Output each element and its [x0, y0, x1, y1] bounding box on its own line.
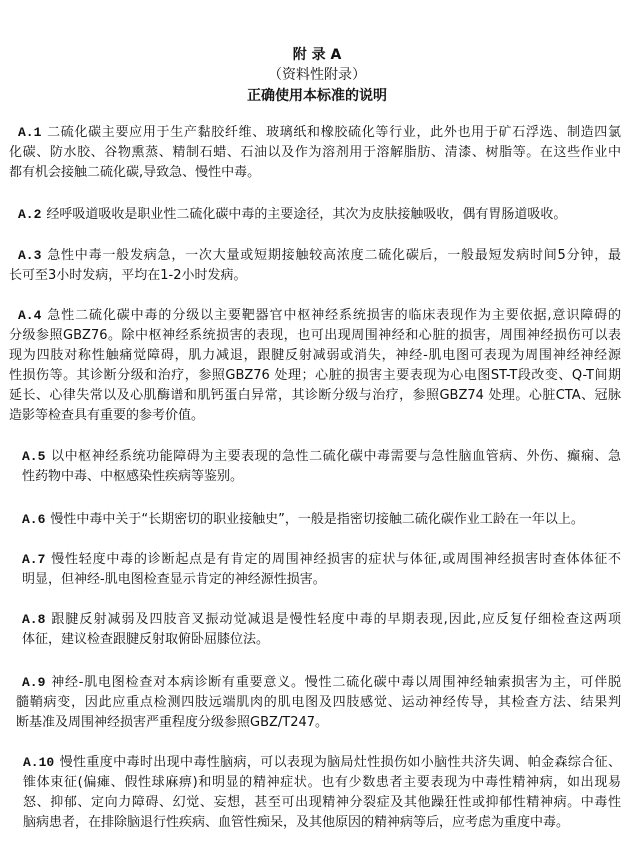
line-text: 慢性重度中毒时出现中毒性脑病，可以表现为脑局灶性损伤如小脑性共济失调、帕金森综合征、 — [59, 755, 621, 770]
paragraph-line — [18, 306, 621, 326]
line-text: 性损伤等。其诊断分级和治疗，参照GBZ76 处理；心脏的损害主要表现为心电图ST-T段改变、Q-T间期 — [9, 368, 621, 383]
appendix-title: 附 录 A — [292, 47, 342, 63]
line-text: 神经-肌电图检查对本病诊断有重要意义。慢性二硫化碳中毒以周围神经轴索损害为主，可伴脱 — [50, 675, 621, 690]
paragraph-a-6 — [22, 510, 621, 530]
paragraph-line — [22, 510, 621, 530]
paragraph-line — [9, 386, 621, 406]
line-text: 体征，建议检查跟腱反射取俯卧屈膝位法。 — [22, 632, 270, 647]
line-text: 现为四肢对称性触痛觉障碍，肌力减退，跟腱反射减弱或消失，神经-肌电图可表现为周围神经神经源 — [9, 348, 621, 363]
paragraph-line — [22, 673, 621, 693]
line-text: 化碳、防水胶、谷物熏蒸、精制石蜡、石油以及作为溶剂用于溶解脂肪、清漆、树脂等。在这些作业中 — [9, 145, 621, 160]
clause-number: A.1 — [18, 125, 42, 140]
line-text: 慢性中毒中关于“长期密切的职业接触史”，一般是指密切接触二硫化碳作业工龄在一年以上。 — [50, 512, 584, 527]
paragraph-a-2 — [9, 205, 621, 225]
paragraph-line — [9, 143, 621, 163]
paragraph-a-4 — [9, 306, 621, 426]
paragraph-line — [23, 793, 621, 813]
line-text: 以中枢神经系统功能障碍为主要表现的急性二硫化碳中毒需要与急性脑血管病、外伤、癫痫、急 — [50, 449, 621, 464]
line-text: 长可至3小时发病，平均在1-2小时发病。 — [9, 268, 247, 283]
appendix-type: （资料性附录） — [268, 67, 366, 83]
paragraph-a-5 — [22, 447, 621, 487]
line-text: 跟腱反射减弱及四肢音叉振动觉减退是慢性轻度中毒的早期表现,因此,应反复仔细检查这两项 — [50, 612, 621, 627]
paragraph-a-1 — [9, 123, 621, 183]
line-text: 脑病患者，在排除脑退行性疾病、血管性痴呆，及其他原因的精神病等后，应考虑为重度中毒。 — [23, 815, 570, 830]
line-text: 急性二硫化碳中毒的分级以主要靶器官中枢神经系统损害的临床表现作为主要依据,意识障碍的 — [46, 308, 621, 323]
paragraph-line — [16, 693, 621, 713]
clause-number: A.8 — [22, 612, 46, 627]
line-text: 二硫化碳主要应用于生产黏胶纤维、玻璃纸和橡胶硫化等行业，此外也用于矿石浮选、制造四氯 — [46, 125, 621, 140]
line-text: 分级参照GBZ76。除中枢神经系统损害的表现，也可出现周围神经和心脏的损害，周围神经损伤可以表 — [9, 328, 621, 343]
paragraph-line — [22, 570, 621, 590]
paragraph-a-9 — [16, 673, 621, 733]
paragraph-line — [9, 406, 621, 426]
line-text: 慢性轻度中毒的诊断起点是有肯定的周围神经损害的症状与体征,或周围神经损害时查体体征不 — [50, 552, 621, 567]
clause-number: A.4 — [18, 308, 42, 323]
paragraph-line — [22, 610, 621, 630]
paragraph-line — [9, 366, 621, 386]
paragraph-line — [22, 630, 621, 650]
paragraph-line — [18, 205, 621, 225]
paragraph-line — [23, 753, 621, 773]
clause-number: A.10 — [23, 755, 55, 770]
paragraph-line — [22, 467, 621, 487]
line-text: 髓鞘病变，因此应重点检测四肢远端肌肉的肌电图及四肢感觉、运动神经传导，其检查方法、结果判 — [16, 695, 621, 710]
paragraph-line — [9, 346, 621, 366]
line-text: 延长、心律失常以及心肌酶谱和肌钙蛋白异常，其诊断分级与治疗，参照GBZ74 处理。心脏CTA、冠脉 — [9, 388, 621, 403]
paragraph-a-8 — [22, 610, 621, 650]
paragraph-line — [18, 246, 621, 266]
line-text: 怒、抑郁、定向力障碍、幻觉、妄想，甚至可出现精神分裂症及其他躁狂性或抑郁性精神病。中毒性 — [23, 795, 621, 810]
paragraph-line — [9, 163, 621, 183]
paragraph-a-7 — [22, 550, 621, 590]
section-title: 正确使用本标准的说明 — [247, 88, 387, 104]
paragraph-line — [16, 713, 621, 733]
paragraph-line — [9, 266, 621, 286]
clause-number: A.6 — [22, 512, 46, 527]
clause-number: A.5 — [22, 449, 46, 464]
paragraph-line — [23, 773, 621, 793]
line-text: 明显，但神经-肌电图检查显示肯定的神经源性损害。 — [22, 572, 326, 587]
line-text: 造影等检查具有重要的参考价值。 — [9, 408, 205, 423]
paragraph-line — [22, 550, 621, 570]
paragraph-line — [9, 326, 621, 346]
clause-number: A.7 — [22, 552, 46, 567]
line-text: 急性中毒一般发病急，一次大量或短期接触较高浓度二硫化碳后，一般最短发病时间5分钟，最 — [46, 248, 621, 263]
line-text: 经呼吸道吸收是职业性二硫化碳中毒的主要途径，其次为皮肤接触吸收，偶有胃肠道吸收。 — [46, 207, 567, 222]
paragraph-line — [18, 123, 621, 143]
paragraph-line — [22, 447, 621, 467]
line-text: 性药物中毒、中枢感染性疾病等鉴别。 — [22, 469, 244, 484]
line-text: 锥体束征(偏瘫、假性球麻痹)和明显的精神症状。也有少数患者主要表现为中毒性精神病，如出现易 — [23, 775, 621, 790]
clause-number: A.2 — [18, 207, 42, 222]
line-text: 断基准及周围神经损害严重程度分级参照GBZ/T247。 — [16, 715, 329, 730]
paragraph-line — [23, 813, 621, 833]
line-text: 都有机会接触二硫化碳,导致急、慢性中毒。 — [9, 165, 261, 180]
paragraph-a-10 — [23, 753, 621, 833]
clause-number: A.3 — [18, 248, 42, 263]
clause-number: A.9 — [22, 675, 46, 690]
paragraph-a-3 — [9, 246, 621, 286]
